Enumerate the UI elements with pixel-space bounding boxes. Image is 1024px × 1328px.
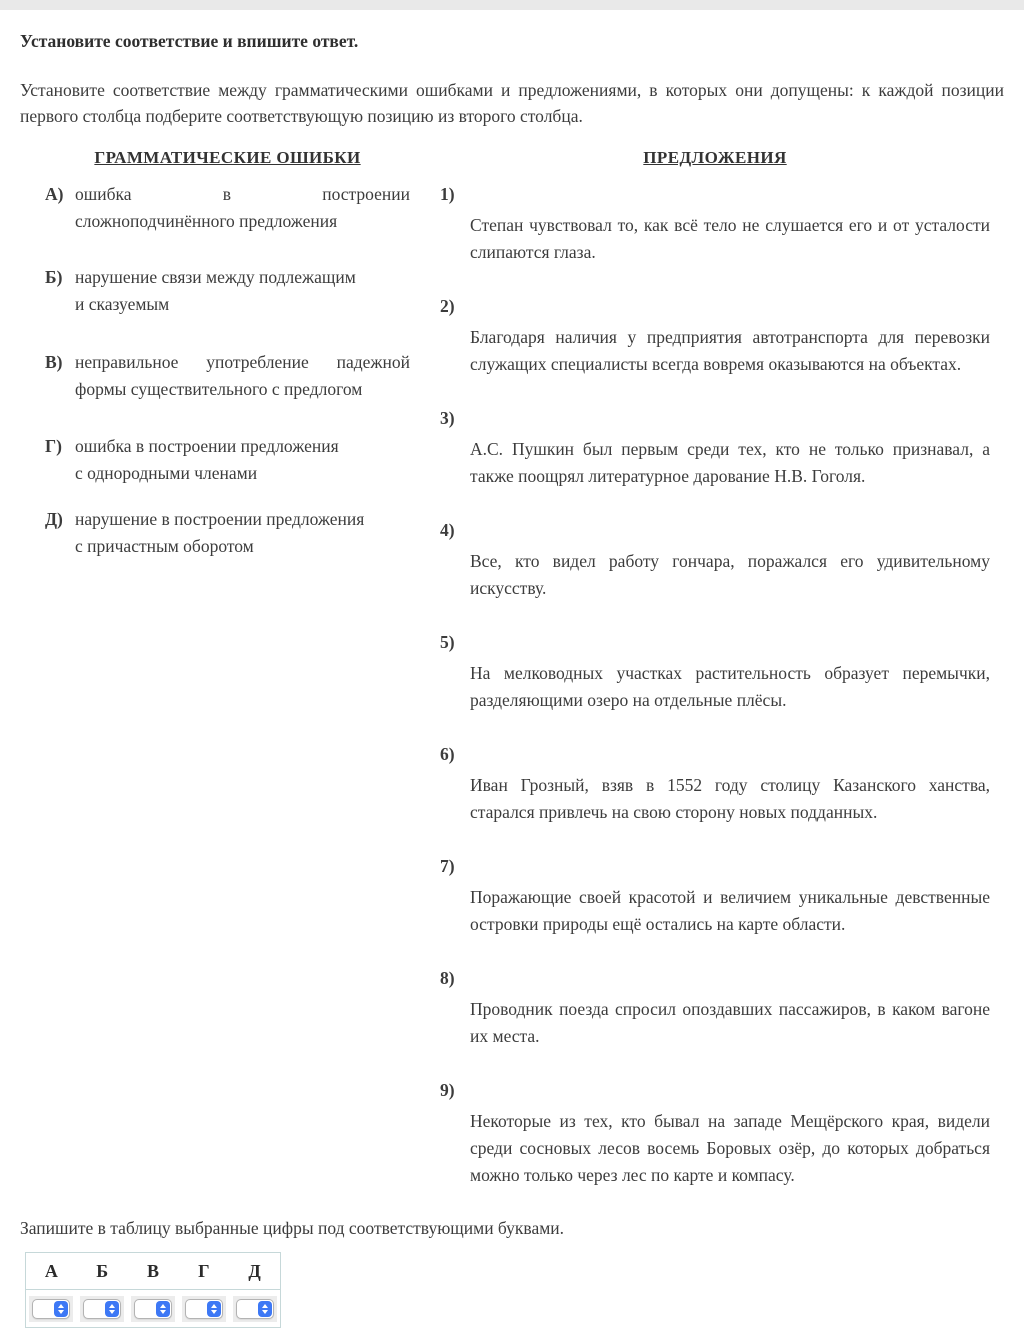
select-backing [131, 1296, 175, 1322]
error-item-g [45, 433, 410, 487]
error-item-v [45, 349, 410, 403]
sentence-text-line: Поражающие своей красотой и величием уникальные девственные [470, 887, 990, 907]
sentence-text-line: среди сосновых лесов восемь Боровых озёр, до которых добраться [470, 1138, 990, 1158]
sentence-item-3 [440, 405, 990, 490]
sentence-text [470, 212, 990, 266]
chevron-down-icon [58, 1310, 64, 1314]
error-item-d [45, 506, 410, 560]
sentence-text-line: Иван Грозный, взяв в 1552 году столицу Казанского ханства, [470, 775, 990, 795]
error-item-label: Г) [45, 436, 62, 456]
answer-select-v[interactable] [134, 1299, 172, 1319]
chevron-up-icon [262, 1304, 268, 1308]
sentence-item-1 [440, 181, 990, 266]
error-item-text-line: ошибка в построении предложения [75, 436, 339, 456]
error-item-text-line: ошибка в построении [75, 184, 410, 204]
error-item-text [75, 433, 410, 487]
chevron-up-icon [211, 1304, 217, 1308]
answer-select-d[interactable] [236, 1299, 274, 1319]
sentence-item-6 [440, 741, 990, 826]
answer-column-header-v: В [146, 1260, 159, 1281]
task-instruction-line: первого столбца подберите соответствующую позицию из второго столбца. [20, 106, 583, 126]
sentence-text-line: Степан чувствовал то, как всё тело не слушается его и от усталости [470, 215, 990, 235]
chevron-down-icon [211, 1310, 217, 1314]
chevron-down-icon [160, 1310, 166, 1314]
sentence-text [470, 436, 990, 490]
sentence-text [470, 884, 990, 938]
sentence-text [470, 548, 990, 602]
error-item-text [75, 264, 410, 318]
errors-column-header: ГРАММАТИЧЕСКИЕ ОШИБКИ [94, 148, 361, 167]
task-instruction [20, 77, 1004, 129]
stepper-icon [54, 1301, 68, 1317]
error-item-a [45, 181, 410, 235]
matching-columns [20, 147, 1004, 1189]
sentence-text-line: островки природы ещё остались на карте области. [470, 914, 846, 934]
error-item-text-line: сложноподчинённого предложения [75, 211, 338, 231]
sentence-number: 8) [440, 968, 455, 988]
chevron-down-icon [109, 1310, 115, 1314]
sentence-number: 2) [440, 296, 455, 316]
stepper-icon [156, 1301, 170, 1317]
sentence-text-line: На мелководных участках растительность образует перемычки, [470, 663, 990, 683]
answer-cell-a [26, 1296, 77, 1322]
sentence-item-4 [440, 517, 990, 602]
answer-cell-v [128, 1296, 179, 1322]
error-item-label: А) [45, 184, 64, 204]
sentence-number: 4) [440, 520, 455, 540]
sentence-text-line: искусству. [470, 578, 547, 598]
sentence-item-7 [440, 853, 990, 938]
stepper-icon [105, 1301, 119, 1317]
error-item-text-line: формы существительного с предлогом [75, 379, 363, 399]
error-item-label: Д) [45, 509, 63, 529]
sentence-text [470, 324, 990, 378]
top-divider-bar [0, 0, 1024, 10]
sentences-column [440, 147, 990, 1189]
answer-column-header-b: Б [96, 1260, 109, 1281]
chevron-down-icon [262, 1310, 268, 1314]
select-backing [233, 1296, 277, 1322]
answer-column-header-d: Д [248, 1260, 261, 1281]
sentence-text-line: Некоторые из тех, кто бывал на западе Мещёрского края, видели [470, 1111, 990, 1131]
sentence-text-line: их места. [470, 1026, 540, 1046]
sentence-text [470, 1108, 990, 1189]
chevron-up-icon [109, 1304, 115, 1308]
answer-select-g[interactable] [185, 1299, 223, 1319]
select-backing [80, 1296, 124, 1322]
sentence-text [470, 772, 990, 826]
sentence-number: 7) [440, 856, 455, 876]
answer-cell-g [178, 1296, 229, 1322]
sentence-text [470, 660, 990, 714]
sentence-text-line: разделяющими озеро на отдельные плёсы. [470, 690, 787, 710]
sentence-text [470, 996, 990, 1050]
sentence-number: 6) [440, 744, 455, 764]
sentence-number: 9) [440, 1080, 455, 1100]
error-item-label: В) [45, 352, 63, 372]
sentence-item-5 [440, 629, 990, 714]
answer-column-header-g: Г [198, 1260, 210, 1281]
answers-instruction: Запишите в таблицу выбранные цифры под соответствующими буквами. [20, 1218, 565, 1238]
sentence-text-line: А.С. Пушкин был первым среди тех, кто не только признавал, а [470, 439, 990, 459]
stepper-icon [258, 1301, 272, 1317]
answer-cell-b [77, 1296, 128, 1322]
answer-column-header-a: А [44, 1260, 58, 1281]
error-item-text-line: с причастным оборотом [75, 536, 254, 556]
sentence-text-line: Все, кто видел работу гончара, поражался его удивительному [470, 551, 990, 571]
select-backing [182, 1296, 226, 1322]
answer-select-a[interactable] [32, 1299, 70, 1319]
error-item-text-line: и сказуемым [75, 294, 170, 314]
error-item-text-line: с однородными членами [75, 463, 258, 483]
error-item-text-line: нарушение связи между подлежащим [75, 267, 356, 287]
task-instruction-line: Установите соответствие между грамматическими ошибками и предложениями, в которых они допущены: к каждой позиции [20, 80, 1004, 100]
answer-table-select-row [26, 1290, 280, 1327]
sentence-number: 1) [440, 184, 455, 204]
chevron-up-icon [58, 1304, 64, 1308]
sentence-number: 5) [440, 632, 455, 652]
error-item-text-line: нарушение в построении предложения [75, 509, 365, 529]
answer-select-b[interactable] [83, 1299, 121, 1319]
answer-table-header-row [26, 1253, 280, 1290]
sentence-item-8 [440, 965, 990, 1050]
task-page [0, 30, 1024, 1328]
error-item-text-line: неправильное употребление падежной [75, 352, 410, 372]
sentence-text-line: также поощрял литературное дарование Н.В. Гоголя. [470, 466, 866, 486]
error-item-b [45, 264, 410, 318]
sentence-text-line: можно только через лес по карте и компасу. [470, 1165, 795, 1185]
sentence-item-2 [440, 293, 990, 378]
stepper-icon [207, 1301, 221, 1317]
error-item-text [75, 181, 410, 235]
sentence-text-line: служащих специалисты всегда вовремя оказываются на объектах. [470, 354, 962, 374]
error-item-text [75, 349, 410, 403]
answer-cell-d [229, 1296, 280, 1322]
sentence-text-line: Благодаря наличия у предприятия автотранспорта для перевозки [470, 327, 990, 347]
sentence-item-9 [440, 1077, 990, 1189]
sentences-column-header: ПРЕДЛОЖЕНИЯ [643, 148, 787, 167]
sentence-number: 3) [440, 408, 455, 428]
error-item-text [75, 506, 410, 560]
sentence-text-line: Проводник поезда спросил опоздавших пассажиров, в каком вагоне [470, 999, 990, 1019]
error-item-label: Б) [45, 267, 63, 287]
select-backing [29, 1296, 73, 1322]
answer-table [25, 1252, 281, 1328]
task-title: Установите соответствие и впишите ответ. [20, 31, 359, 51]
errors-column [45, 147, 410, 1189]
sentence-text-line: старался привлечь на свою сторону новых подданных. [470, 802, 878, 822]
sentence-text-line: слипаются глаза. [470, 242, 596, 262]
chevron-up-icon [160, 1304, 166, 1308]
